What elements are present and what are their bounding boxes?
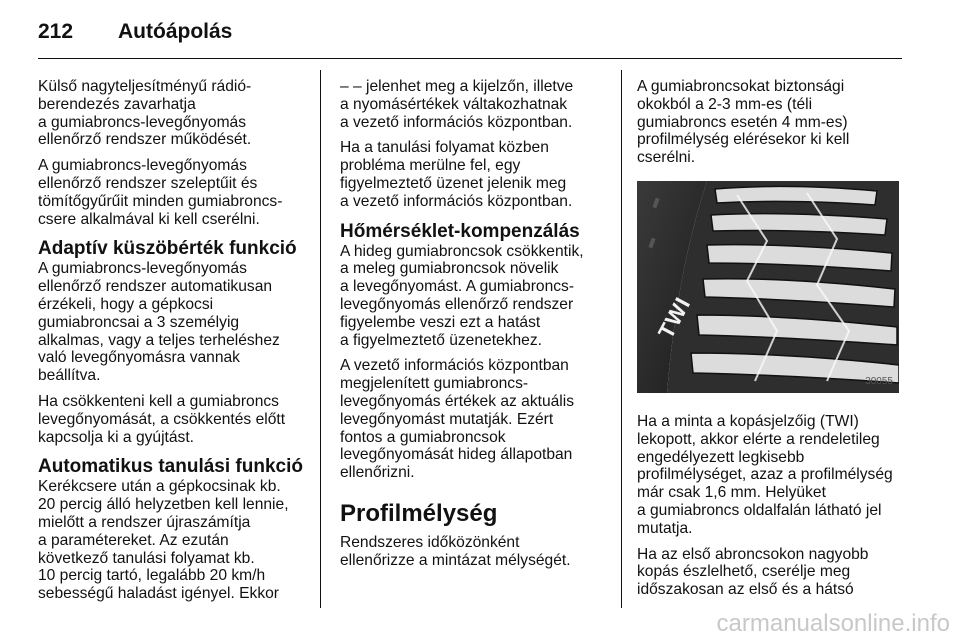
paragraph: Ha a minta a kopásjelzőig (TWI) lekopott, akkor elérte a rendeletileg engedélyezett legkisebb profilmélységet, azaz a profilmélység már csak 1,6 mm. Helyüket a gumiabroncs oldalfalán látható jel mutatja. bbox=[637, 412, 893, 537]
tire-tread-illustration bbox=[637, 181, 899, 393]
column-3 bbox=[637, 78, 907, 607]
page-title: Autóápolás bbox=[118, 20, 233, 43]
paragraph: Ha a tanulási folyamat közben probléma merülne fel, egy figyelmeztető üzenet jelenik meg a vezető információs központban. bbox=[340, 139, 573, 210]
page-header bbox=[38, 14, 918, 50]
paragraph: – – jelenhet meg a kijelzőn, illetve a nyomásértékek váltakozhatnak a vezető információs központban. bbox=[340, 78, 574, 131]
paragraph: Ha az első abroncsokon nagyobb kopás észlelhető, cserélje meg időszakosan az első és a hátsó bbox=[637, 545, 869, 599]
chapter-heading: Profilmélység bbox=[340, 499, 498, 527]
paragraph: Külső nagyteljesítményű rádió- berendezés zavarhatja a gumiabroncs-levegőnyomás ellenőrző rendszer működését. bbox=[38, 78, 252, 149]
header-rule bbox=[38, 58, 902, 59]
section-heading: Automatikus tanulási funkció bbox=[38, 456, 303, 478]
paragraph: Kerékcsere után a gépkocsinak kb. 20 percig álló helyzetben kell lennie, mielőtt a rendszer újraszámítja a paramétereket. Az ezután következő tanulási folyamat kb. 10 percig tartó, legalább 20 km/h sebességű haladást igényel. Ekkor bbox=[38, 478, 289, 603]
tire-tread-figure bbox=[637, 181, 899, 393]
twi-label: TWI bbox=[653, 292, 696, 343]
paragraph: A vezető információs központban megjelenített gumiabroncs- levegőnyomás értékek az aktuális levegőnyomást mutatják. Ezért fontos a gumiabroncsok levegőnyomását hideg állapotban ellenőrizni. bbox=[340, 357, 575, 482]
paragraph: A gumiabroncs-levegőnyomás ellenőrző rendszer automatikusan érzékeli, hogy a gépkocsi gumiabroncsai a 3 személyig alkalmas, vagy a teljes terheléshez való levegőnyomásra vannak beállítva. bbox=[38, 260, 280, 385]
paragraph: Rendszeres időközönként ellenőrizze a mintázat mélységét. bbox=[340, 533, 571, 569]
column-1 bbox=[38, 78, 310, 611]
page-number: 212 bbox=[38, 20, 74, 43]
paragraph: A gumiabroncs-levegőnyomás ellenőrző rendszer szeleptűit és tömítőgyűrűit minden gumiabroncs- csere alkalmával ki kell cserélni. bbox=[38, 157, 283, 228]
paragraph: Ha csökkenteni kell a gumiabroncs levegőnyomását, a csökkentés előtt kapcsolja ki a gyújtást. bbox=[38, 392, 286, 446]
watermark: carmanualsonline.info bbox=[716, 610, 950, 637]
paragraph: A hideg gumiabroncsok csökkentik, a meleg gumiabroncsok növelik a levegőnyomást. A gumiabroncs- levegőnyomás ellenőrző rendszer figyelembe veszi ezt a hatást a figyelmeztető üzenetekhez. bbox=[340, 242, 584, 349]
section-heading: Adaptív küszöbérték funkció bbox=[38, 238, 297, 260]
paragraph: A gumiabroncsokat biztonsági okokból a 2-3 mm-es (téli gumiabroncs esetén 4 mm-es) profilmélység elérésekor ki kell cserélni. bbox=[637, 78, 850, 167]
section-heading: Hőmérséklet-kompenzálás bbox=[340, 220, 580, 242]
column-divider-1 bbox=[320, 70, 321, 608]
column-2 bbox=[340, 78, 610, 578]
column-divider-2 bbox=[621, 70, 622, 608]
figure-code: 30055 bbox=[865, 376, 893, 388]
